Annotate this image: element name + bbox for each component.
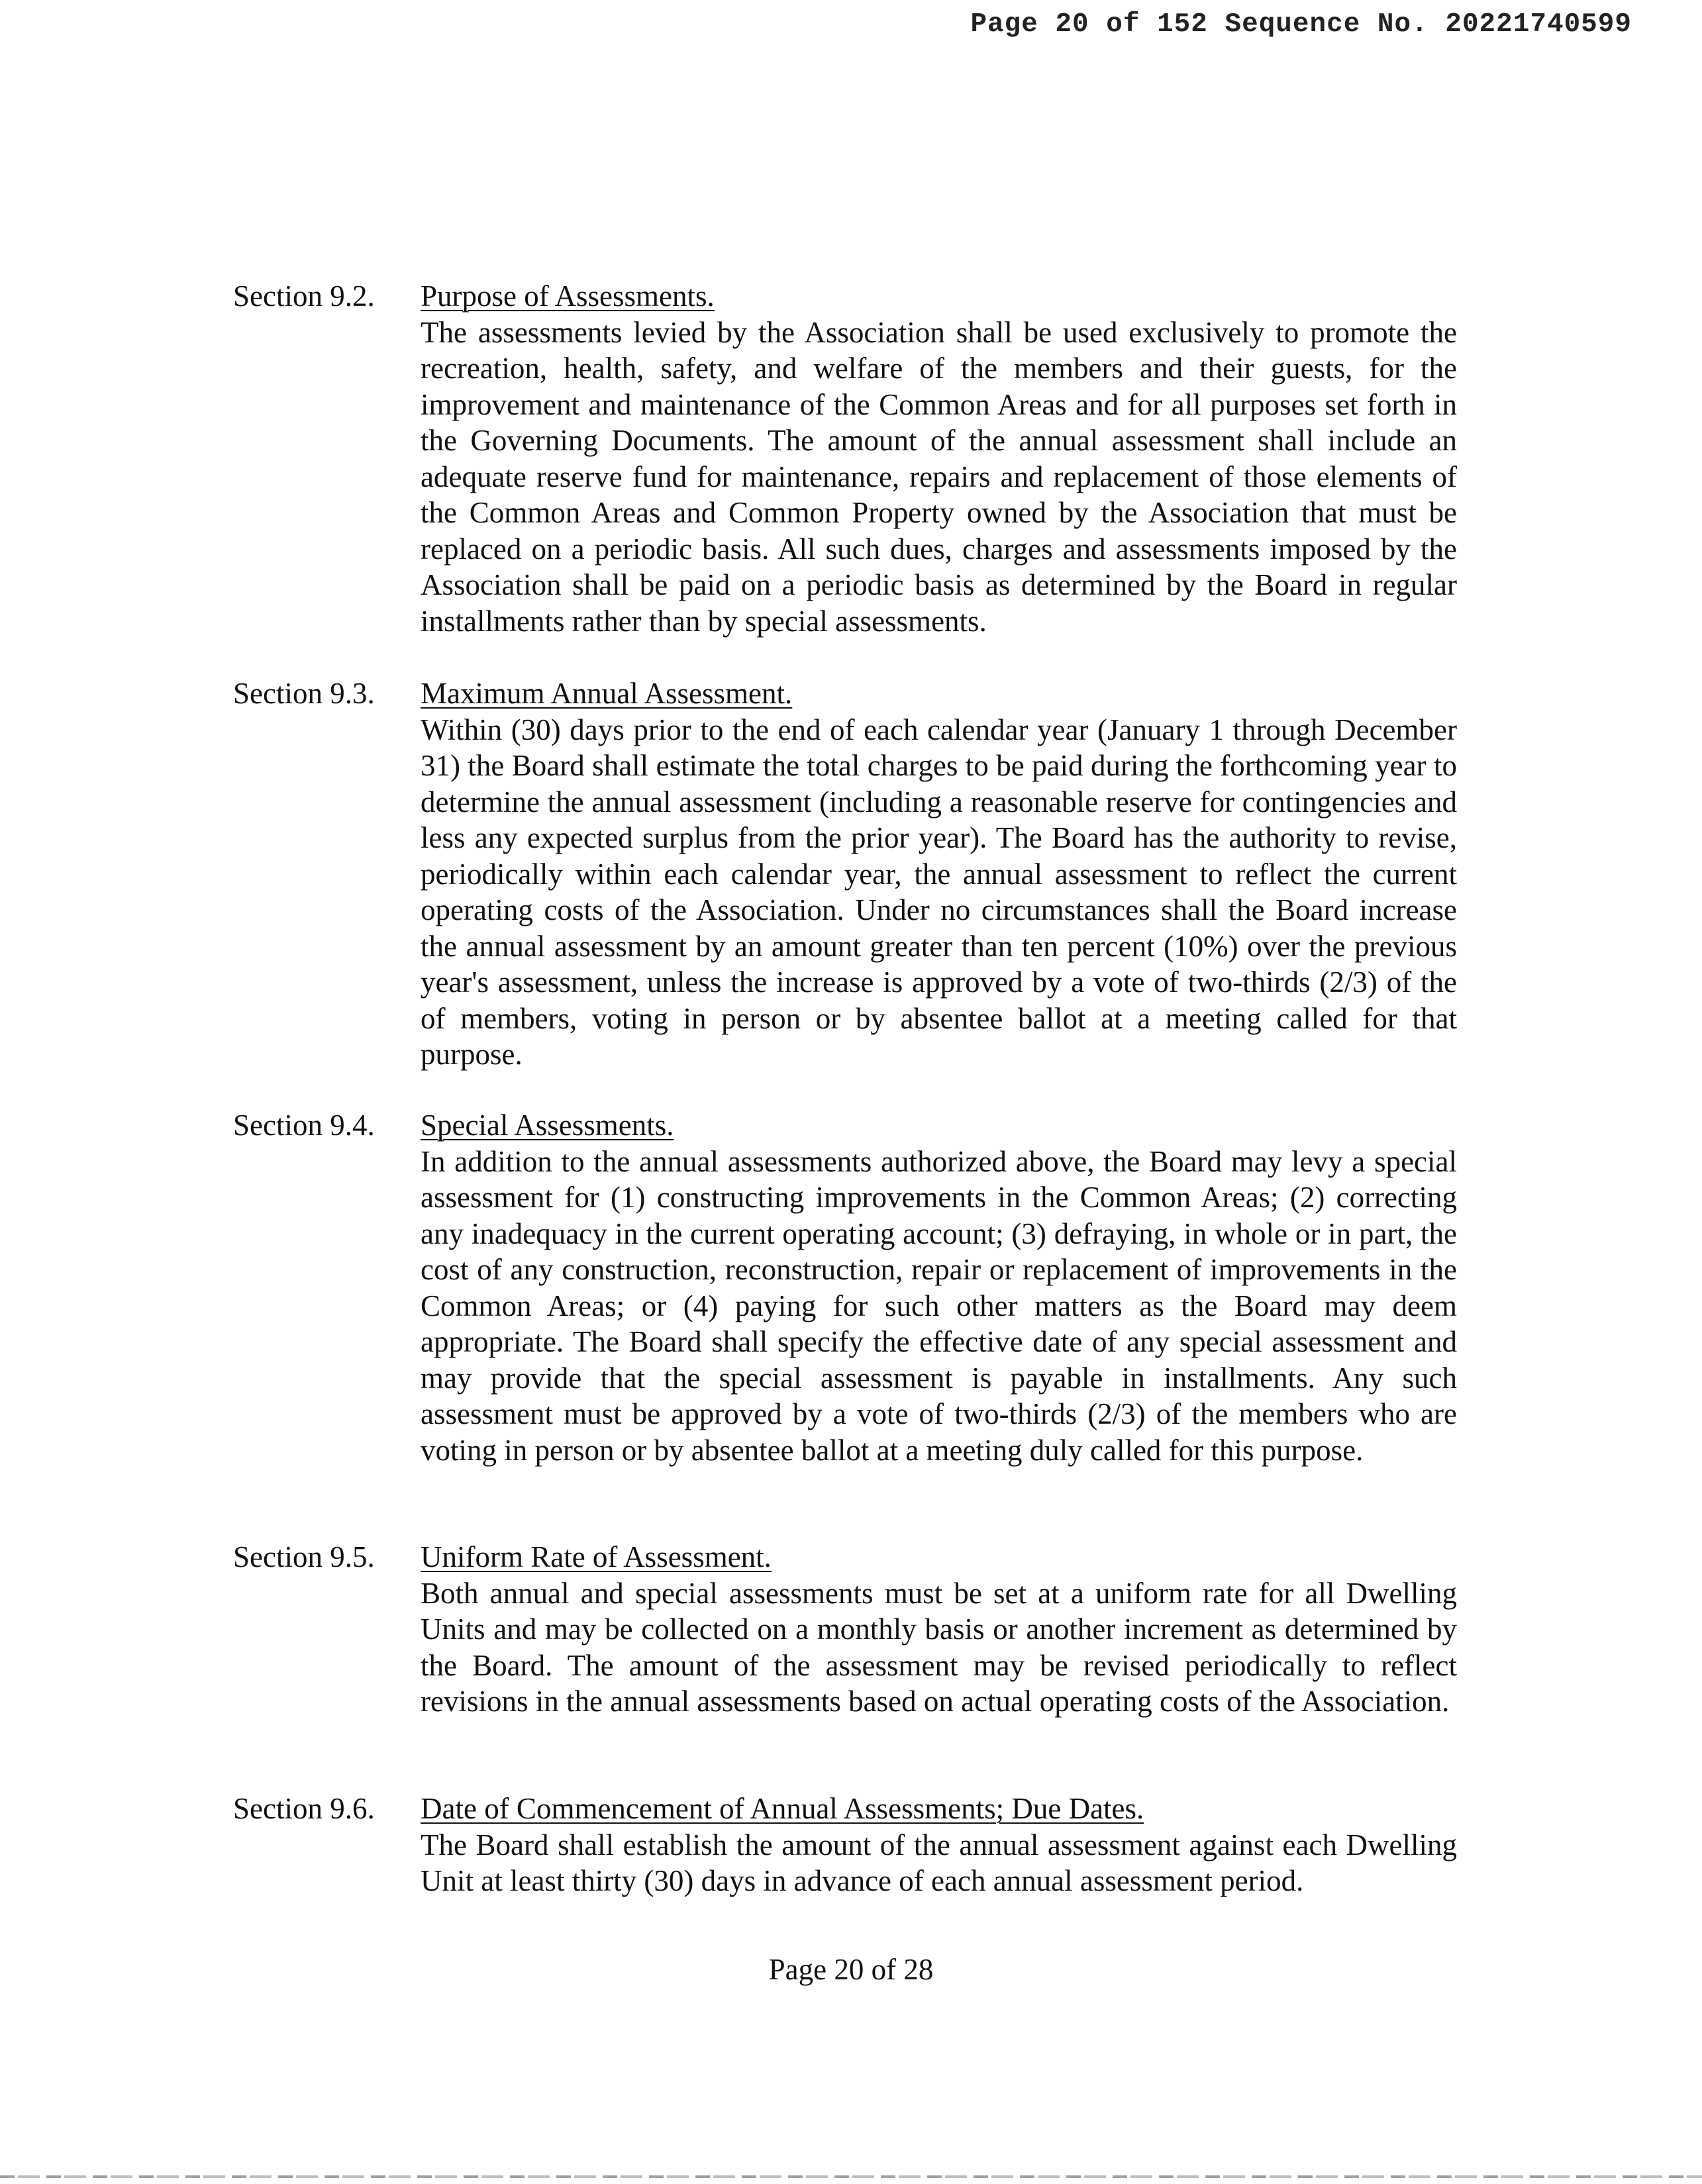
section-number: Section 9.6. bbox=[233, 1792, 375, 1825]
section-9-2 bbox=[233, 278, 1457, 639]
section-number: Section 9.2. bbox=[233, 279, 375, 313]
section-title: Purpose of Assessments. bbox=[421, 279, 715, 313]
section-9-3 bbox=[233, 675, 1457, 1073]
section-text: The assessments levied by the Association shall be used exclusively to promote the recreation, health, safety, and welfare of the members and their guests, for the improvement and maintenance of the Common Areas and for all purposes set forth in the Governing Documents. The amount of the annual assessment shall include an adequate reserve fund for maintenance, repairs and replacement of those elements of the Common Areas and Common Property owned by the Association that must be replaced on a periodic basis. All such dues, charges and assessments imposed by the Association shall be paid on a periodic basis as determined by the Board in regular installments rather than by special assessments. bbox=[421, 315, 1457, 638]
section-title: Special Assessments. bbox=[421, 1109, 674, 1142]
section-9-4 bbox=[233, 1107, 1457, 1468]
section-9-5 bbox=[233, 1539, 1457, 1720]
section-title: Uniform Rate of Assessment. bbox=[421, 1540, 772, 1573]
section-number: Section 9.5. bbox=[233, 1540, 375, 1573]
section-number: Section 9.3. bbox=[233, 677, 375, 710]
section-9-6 bbox=[233, 1791, 1457, 1899]
header-stamp: Page 20 of 152 Sequence No. 20221740599 bbox=[970, 9, 1632, 40]
footer-page-number: Page 20 of 28 bbox=[768, 1953, 934, 1986]
section-title: Maximum Annual Assessment. bbox=[421, 677, 793, 710]
scan-edge-artifact bbox=[0, 2175, 1702, 2178]
section-text: In addition to the annual assessments authorized above, the Board may levy a special assessment for (1) constructing improvements in the Common Areas; (2) correcting any inadequacy in the current operating account; (3) defraying, in whole or in part, the cost of any construction, reconstruction, repair or replacement of improvements in the Common Areas; or (4) paying for such other matters as the Board may deem appropriate. The Board shall specify the effective date of any special assessment and may provide that the special assessment is payable in installments. Any such assessment must be approved by a vote of two-thirds (2/3) of the members who are voting in person or by absentee ballot at a meeting duly called for this purpose. bbox=[421, 1144, 1457, 1467]
section-text: Within (30) days prior to the end of each calendar year (January 1 through December 31) the Board shall estimate the total charges to be paid during the forthcoming year to determine the annual assessment (including a reasonable reserve for contingencies and less any expected surplus from the prior year). The Board has the authority to revise, periodically within each calendar year, the annual assessment to reflect the current operating costs of the Association. Under no circumstances shall the Board increase the annual assessment by an amount greater than ten percent (10%) over the previous year's assessment, unless the increase is approved by a vote of two-thirds (2/3) of the of members, voting in person or by absentee ballot at a meeting called for that purpose. bbox=[421, 713, 1457, 1071]
section-title: Date of Commencement of Annual Assessments; Due Dates. bbox=[421, 1792, 1144, 1825]
section-text: Both annual and special assessments must be set at a uniform rate for all Dwelling Units and may be collected on a monthly basis or another increment as determined by the Board. The amount of the assessment may be revised periodically to reflect revisions in the annual assessments based on actual operating costs of the Association. bbox=[421, 1576, 1457, 1718]
section-number: Section 9.4. bbox=[233, 1109, 375, 1142]
section-text: The Board shall establish the amount of the annual assessment against each Dwelling Unit at least thirty (30) days in advance of each annual assessment period. bbox=[421, 1828, 1457, 1897]
